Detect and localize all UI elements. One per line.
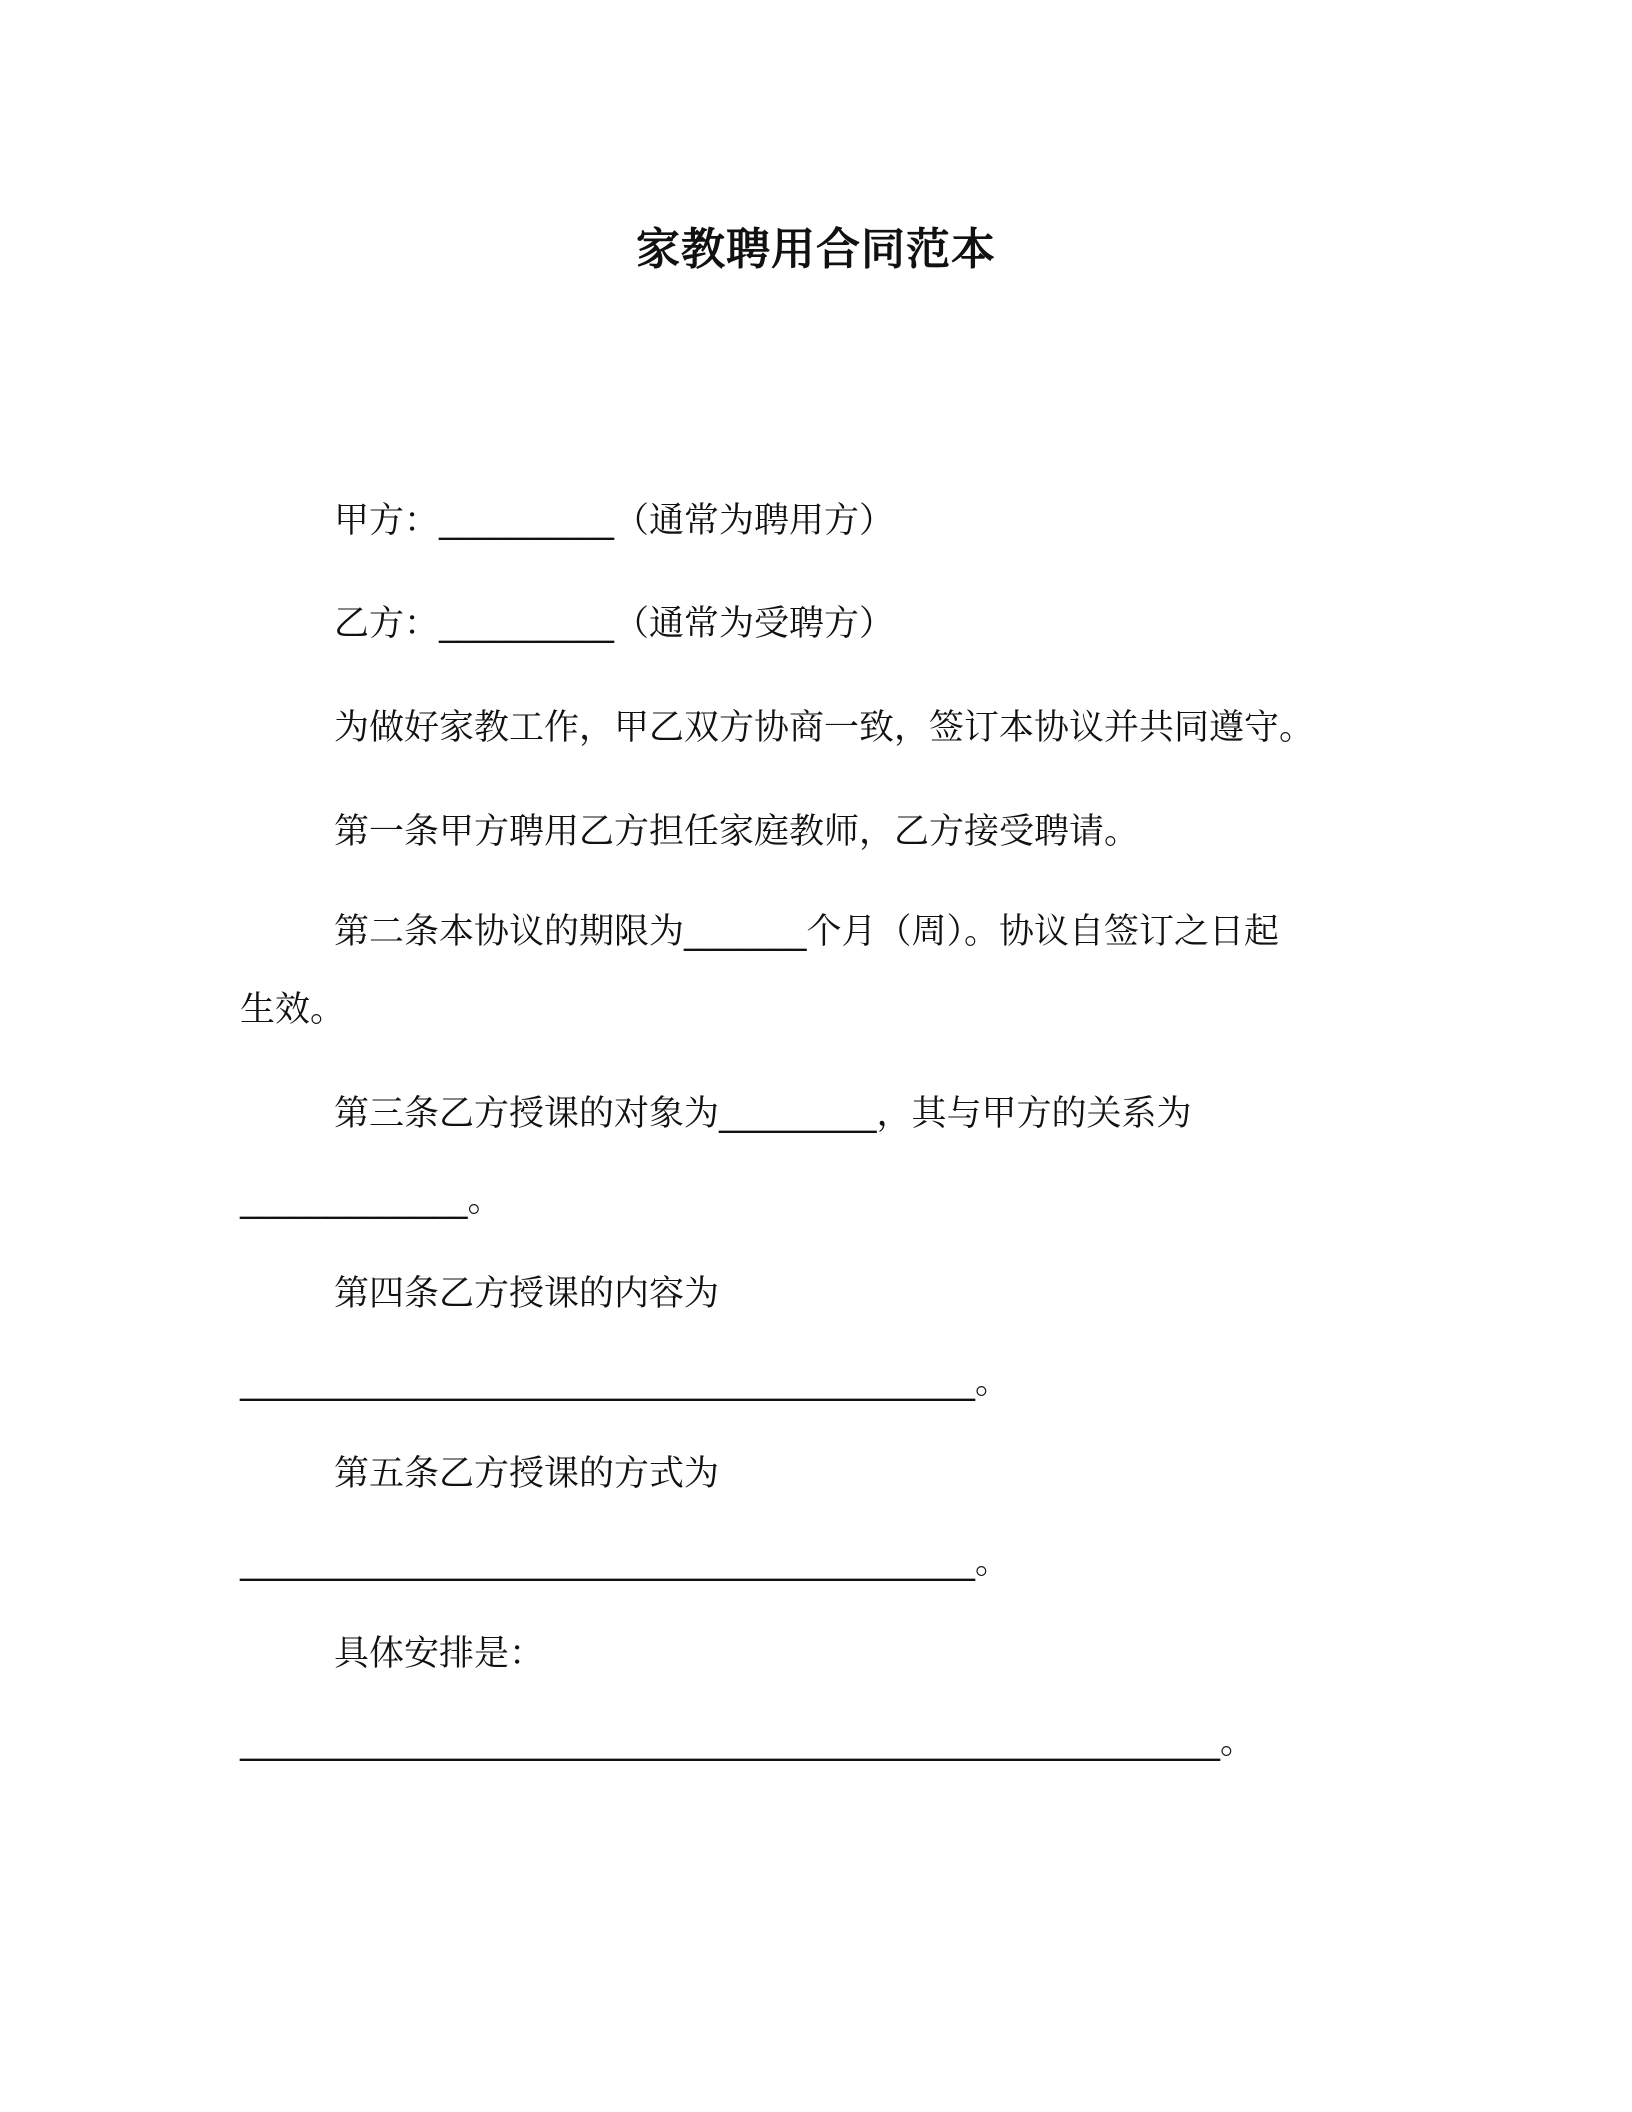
article-3-continuation: _____________。 <box>240 1180 503 1220</box>
article-5-line: 第五条乙方授课的方式为 <box>334 1454 720 1494</box>
article-5-blank: __________________________________________。 <box>240 1542 1011 1582</box>
article-1-line: 第一条甲方聘用乙方担任家庭教师，乙方接受聘请。 <box>334 812 1140 852</box>
arrangement-label: 具体安排是： <box>334 1634 545 1674</box>
article-2-continuation: 生效。 <box>240 990 346 1030</box>
preamble-line: 为做好家教工作，甲乙双方协商一致，签订本协议并共同遵守。 <box>334 708 1315 748</box>
party-b-line: 乙方：__________（通常为受聘方） <box>334 604 895 644</box>
party-a-line: 甲方：__________（通常为聘用方） <box>334 501 895 541</box>
article-4-blank: __________________________________________。 <box>240 1362 1011 1402</box>
article-3-line: 第三条乙方授课的对象为_________，其与甲方的关系为 <box>334 1094 1192 1134</box>
article-2-line: 第二条本协议的期限为_______个月（周）。协议自签订之日起 <box>334 912 1280 952</box>
arrangement-blank: ________________________________________________________。 <box>240 1722 1256 1762</box>
article-4-line: 第四条乙方授课的内容为 <box>334 1274 720 1314</box>
document-title: 家教聘用合同范本 <box>636 224 996 275</box>
